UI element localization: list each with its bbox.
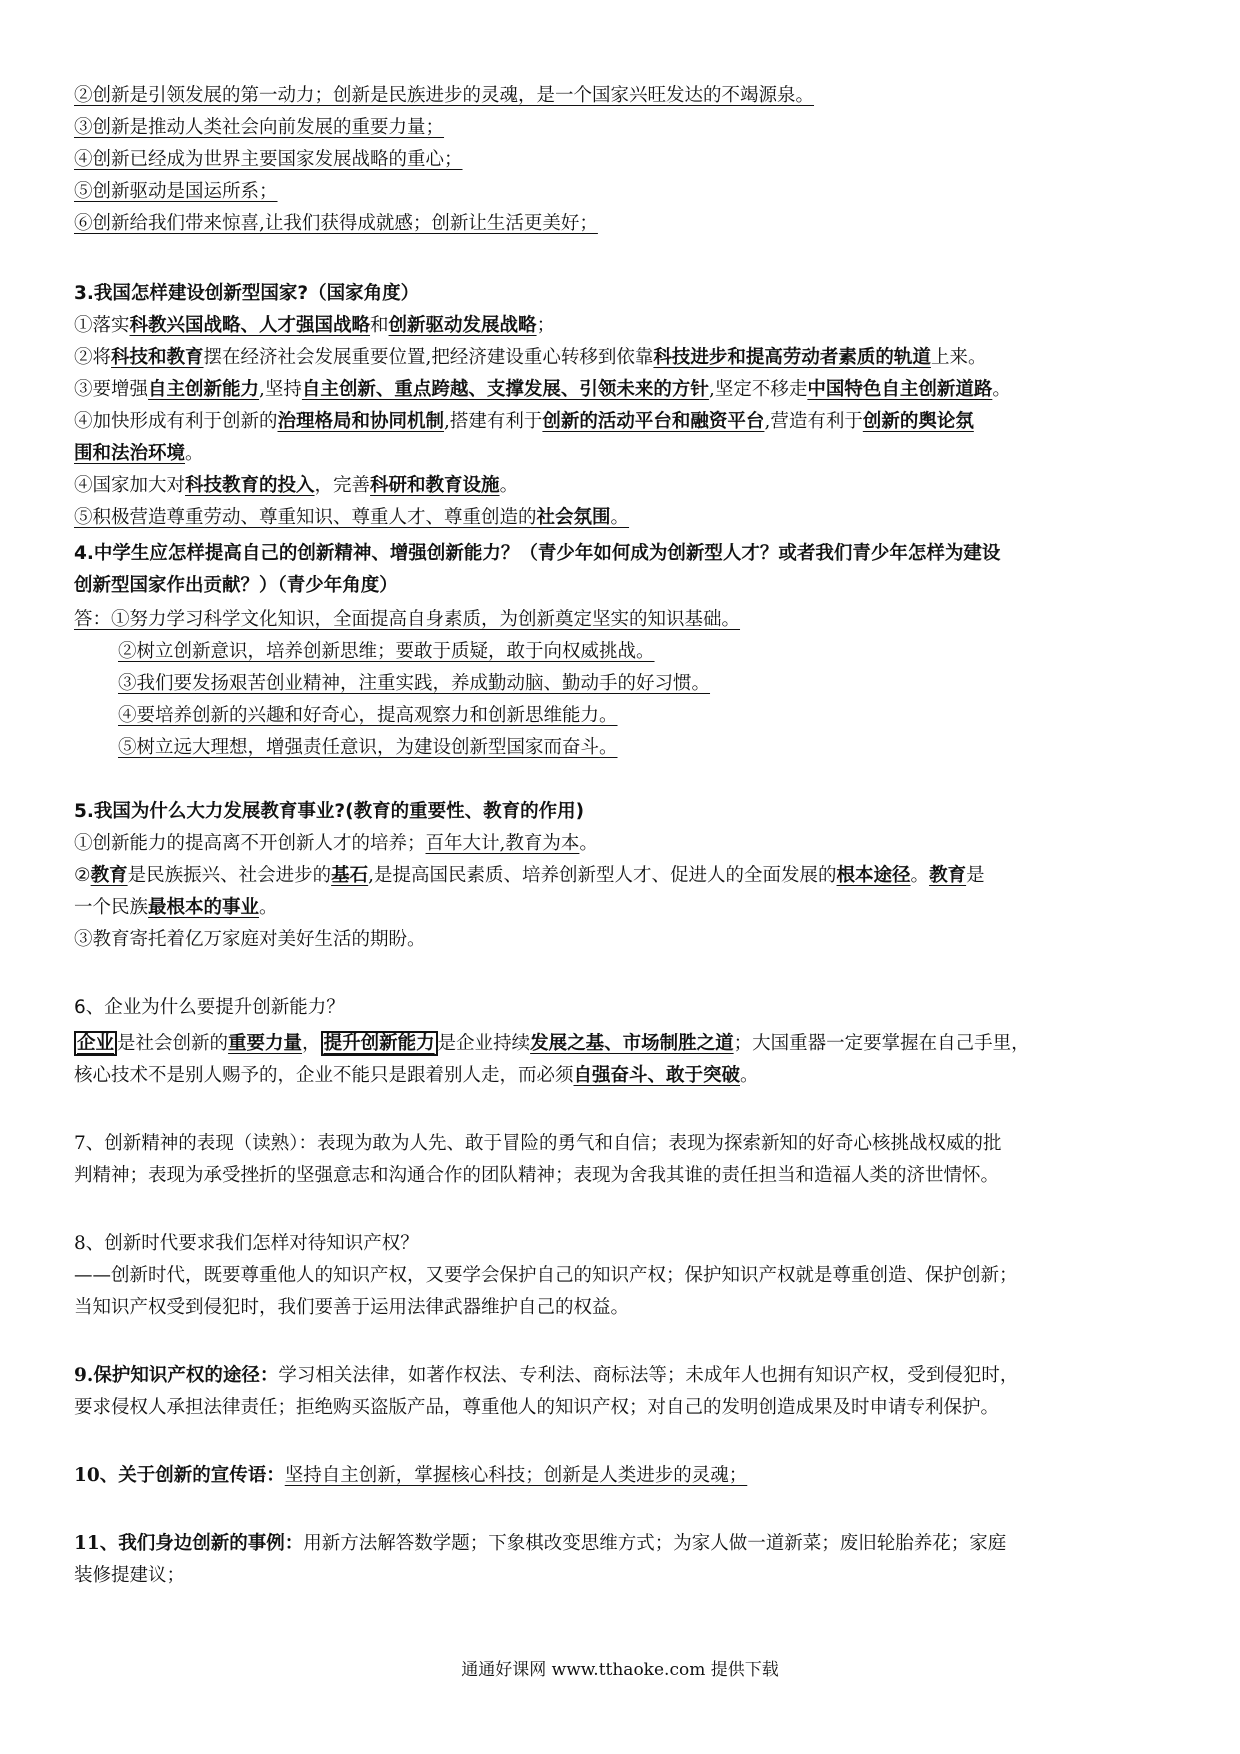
text: ，完善: [314, 475, 371, 496]
q5-line-2: [74, 862, 985, 890]
text: 和: [370, 315, 389, 336]
text: 。: [610, 507, 630, 528]
text: ,坚定不移走: [708, 379, 808, 400]
key-phrase: 创新驱动发展战略: [388, 315, 537, 336]
key-phrase: 重要力量: [228, 1033, 303, 1054]
q2-line-4: ④创新已经成为世界主要国家发展战略的重心；: [74, 149, 463, 170]
text: 。: [992, 379, 1011, 400]
key-phrase: 科教兴国战略、人才强国战略: [129, 315, 371, 336]
boxed-term: 提升创新能力: [321, 1031, 438, 1056]
text: 摆在经济社会发展重要位置,把经济建设重心转移到依靠: [203, 347, 654, 368]
section-label: 9.保护知识产权的途径：: [74, 1365, 279, 1386]
q2-line-2: ②创新是引领发展的第一动力；创新是民族进步的灵魂，是一个国家兴旺发达的不竭源泉。: [74, 85, 815, 106]
q4-answer-5: ⑤树立远大理想，增强责任意识，为建设创新型国家而奋斗。: [118, 737, 618, 758]
key-phrase: 科技和教育: [111, 347, 204, 368]
q11-line-2: 装修提建议；: [74, 1565, 186, 1586]
q4-title-line-2: 创新型国家作出贡献？）（青少年角度）: [74, 575, 398, 596]
text: 是企业持续: [437, 1033, 531, 1054]
text: 是: [966, 865, 985, 886]
text: 一个民族: [74, 897, 149, 918]
text: ,是提高国民素质、培养创新型人才、促进人的全面发展的: [368, 865, 837, 886]
text: ④国家加大对: [74, 475, 186, 496]
q7-line-2: 判精神；表现为承受挫折的坚强意志和沟通合作的团队精神；表现为舍我其谁的责任担当和造福人类的济世情怀。: [74, 1165, 1000, 1186]
text: 用新方法解答数学题；下象棋改变思维方式；为家人做一道新菜；废旧轮胎养花；家庭: [303, 1533, 1007, 1554]
q3-line-4: [74, 408, 974, 436]
q3-line-6: [74, 504, 629, 532]
q3-line-1: [74, 312, 555, 340]
q8-title: 8、创新时代要求我们怎样对待知识产权？: [74, 1233, 419, 1254]
text: 上来。: [930, 347, 987, 368]
text: ,营造有利于: [764, 411, 863, 432]
key-phrase: 发展之基、市场制胜之道: [530, 1033, 734, 1054]
q8-line-1: ——创新时代，既要尊重他人的知识产权，又要学会保护自己的知识产权；保护知识产权就是尊重创造、保护创新；: [74, 1265, 1018, 1286]
text: ；大国重器一定要掌握在自己手里，: [733, 1033, 1030, 1054]
text: 。: [185, 443, 204, 464]
key-phrase: 百年大计,教育为本: [425, 833, 580, 854]
text: ②: [74, 865, 91, 886]
q11-line-1: [74, 1530, 1006, 1558]
boxed-term: 企业: [74, 1031, 117, 1056]
text: ；: [536, 315, 556, 336]
q4-answer-4: ④要培养创新的兴趣和好奇心，提高观察力和创新思维能力。: [118, 705, 618, 726]
key-phrase: 围和法治环境: [74, 443, 186, 464]
q4-title-line-1: 4.中学生应怎样提高自己的创新精神、增强创新能力？（青少年如何成为创新型人才？或者我们青少年怎样为建设: [74, 543, 1001, 564]
q2-line-3: ③创新是推动人类社会向前发展的重要力量；: [74, 117, 445, 138]
key-phrase: 治理格局和协同机制: [277, 411, 445, 432]
text: ②将: [74, 347, 112, 368]
key-phrase: 科技进步和提高劳动者素质的轨道: [653, 347, 931, 368]
q10-line: [74, 1462, 747, 1490]
text: 。: [499, 475, 519, 496]
q6-line-2: [74, 1062, 759, 1090]
text: ①创新能力的提高离不开创新人才的培养；: [74, 833, 426, 854]
q3-line-2: [74, 344, 986, 372]
text: ，: [302, 1033, 321, 1054]
q5-line-3: ③教育寄托着亿万家庭对美好生活的期盼。: [74, 929, 426, 950]
q6-line-1: [74, 1030, 1030, 1058]
text: ⑤积极营造尊重劳动、尊重知识、尊重人才、尊重创造的: [74, 507, 537, 528]
q3-line-4-cont: [74, 440, 204, 468]
key-phrase: 社会氛围: [536, 507, 611, 528]
key-phrase: 基石: [331, 865, 369, 886]
text: 。: [740, 1065, 759, 1086]
text: ,坚持: [259, 379, 302, 400]
q5-line-2-cont: [74, 894, 278, 922]
key-phrase: 创新的活动平台和融资平台: [542, 411, 765, 432]
q9-line-2: 要求侵权人承担法律责任；拒绝购买盗版产品，尊重他人的知识产权；对自己的发明创造成果及时申请专利保护。: [74, 1397, 1000, 1418]
key-phrase: 教育: [90, 865, 128, 886]
q4-answer-1: 答：①努力学习科学文化知识，全面提高自身素质，为创新奠定坚实的知识基础。: [74, 609, 741, 630]
q5-title: 5.我国为什么大力发展教育事业?(教育的重要性、教育的作用): [74, 801, 585, 822]
key-phrase: 根本途径: [836, 865, 911, 886]
key-phrase: 最根本的事业: [148, 897, 260, 918]
q7-line-1: 7、创新精神的表现（读熟）：表现为敢为人先、敢于冒险的勇气和自信；表现为探索新知的好奇心核挑战权威的批: [74, 1133, 1002, 1154]
section-label: 11、我们身边创新的事例：: [74, 1533, 304, 1554]
q3-title: 3.我国怎样建设创新型国家?（国家角度）: [74, 283, 420, 304]
text: ①落实: [74, 315, 130, 336]
key-phrase: 中国特色自主创新道路: [807, 379, 993, 400]
q3-line-3: [74, 376, 1011, 404]
key-phrase: 创新的舆论氛: [862, 411, 974, 432]
key-phrase: 自主创新、重点跨越、支撑发展、引领未来的方针: [301, 379, 709, 400]
text: 。: [259, 897, 278, 918]
q8-line-2: 当知识产权受到侵犯时，我们要善于运用法律武器维护自己的权益。: [74, 1297, 630, 1318]
key-phrase: 科技教育的投入: [185, 475, 315, 496]
key-phrase: 自主创新能力: [148, 379, 260, 400]
q4-answer-2: ②树立创新意识，培养创新思维；要敢于质疑，敢于向权威挑战。: [118, 641, 655, 662]
text: 学习相关法律，如著作权法、专利法、商标法等；未成年人也拥有知识产权，受到侵犯时，: [278, 1365, 1019, 1386]
q4-answer-3: ③我们要发扬艰苦创业精神，注重实践，养成勤动脑、勤动手的好习惯。: [118, 673, 711, 694]
page-footer: 通通好课网 www.tthaoke.com 提供下载: [461, 1660, 779, 1680]
text: 核心技术不是别人赐予的，企业不能只是跟着别人走，而必须: [74, 1065, 574, 1086]
slogan-text: 坚持自主创新，掌握核心科技；创新是人类进步的灵魂；: [284, 1465, 748, 1486]
q5-line-1: [74, 830, 598, 858]
key-phrase: 教育: [929, 865, 967, 886]
text: 是社会创新的: [117, 1033, 229, 1054]
text: ,搭建有利于: [444, 411, 543, 432]
q9-line-1: [74, 1362, 1018, 1390]
q2-line-6: ⑥创新给我们带来惊喜,让我们获得成就感；创新让生活更美好；: [74, 213, 598, 234]
text: 。: [579, 833, 598, 854]
key-phrase: 科研和教育设施: [370, 475, 500, 496]
q6-title: 6、企业为什么要提升创新能力？: [74, 997, 345, 1018]
q2-line-5: ⑤创新驱动是国运所系；: [74, 181, 278, 202]
key-phrase: 自强奋斗、敢于突破: [573, 1065, 741, 1086]
section-label: 10、关于创新的宣传语：: [74, 1465, 285, 1486]
q3-line-5: [74, 472, 518, 500]
text: ④加快形成有利于创新的: [74, 411, 278, 432]
text: ③要增强: [74, 379, 149, 400]
text: 。: [910, 865, 930, 886]
text: 是民族振兴、社会进步的: [127, 865, 332, 886]
